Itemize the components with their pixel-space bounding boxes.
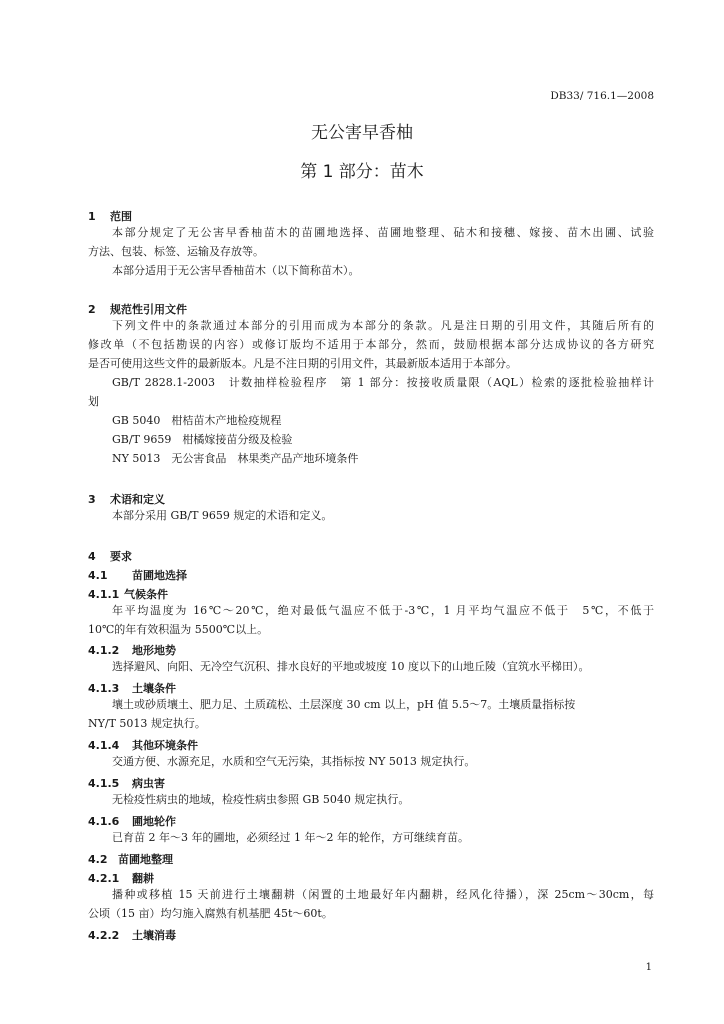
section-title: 范围 <box>110 210 132 223</box>
section-1-paragraph-2: 本部分适用于无公害早香柚苗木（以下简称苗木）。 <box>112 264 360 277</box>
section-number: 2 <box>88 303 96 316</box>
section-2-heading <box>88 301 187 317</box>
subsection-number: 4.1.6 <box>88 815 120 828</box>
subsection-number: 4.1.4 <box>88 739 120 752</box>
subsection-4-1-2-heading <box>88 642 176 658</box>
section-3-paragraph-1: 本部分采用 GB/T 9659 规定的术语和定义。 <box>112 509 333 522</box>
subsection-4-1-3-paragraph-a: 壤土或砂质壤土、肥力足、土质疏松、土层深度 30 cm 以上，pH 值 5.5～7。土壤质量指标按 <box>112 698 576 711</box>
subsection-4-2-1-paragraph-b: 公顷（15 亩）均匀施入腐熟有机基肥 45t～60t。 <box>88 907 333 920</box>
reference-gb-5040: GB 5040 柑桔苗木产地检疫规程 <box>112 414 282 427</box>
subsection-4-1-1-paragraph-a: 年平均温度为 16℃～20℃，绝对最低气温应不低于-3℃，1 月平均气温应不低于 5℃，不低于 <box>112 604 654 617</box>
subsection-title: 病虫害 <box>132 777 165 790</box>
subsection-4-1-1-paragraph-b: 10℃的年有效积温为 5500℃以上。 <box>88 623 269 636</box>
reference-ny-5013: NY 5013 无公害食品 林果类产品产地环境条件 <box>112 452 359 465</box>
subsection-number: 4.1.2 <box>88 644 120 657</box>
subsection-title: 地形地势 <box>132 644 176 657</box>
subsection-title: 气候条件 <box>124 588 168 601</box>
section-title: 要求 <box>110 550 132 563</box>
section-2-paragraph-1b: 修改单（不包括勘误的内容）或修订版均不适用于本部分，然而，鼓励根据本部分达成协议的各方研究 <box>88 338 654 351</box>
subsection-4-2-1-heading <box>88 870 154 886</box>
subsection-4-1-3-paragraph-b: NY/T 5013 规定执行。 <box>88 717 206 730</box>
subsection-number: 4.2.1 <box>88 872 120 885</box>
section-title: 术语和定义 <box>110 493 165 506</box>
subsection-number: 4.1 <box>88 569 108 582</box>
document-number: DB33/ 716.1—2008 <box>550 90 654 102</box>
subsection-number: 4.2 <box>88 853 108 866</box>
section-title: 规范性引用文件 <box>110 303 187 316</box>
document-subtitle: 第 1 部分：苗木 <box>300 162 424 182</box>
subsection-title: 土壤条件 <box>132 682 176 695</box>
subsection-4-1-5-paragraph: 无检疫性病虫的地域，检疫性病虫参照 GB 5040 规定执行。 <box>112 793 410 806</box>
section-1-paragraph-1b: 方法、包装、标签、运输及存放等。 <box>88 245 264 258</box>
subsection-number: 4.1.5 <box>88 777 120 790</box>
subsection-number: 4.1.3 <box>88 682 120 695</box>
page-number: 1 <box>645 962 652 973</box>
section-number: 1 <box>88 210 96 223</box>
section-4-heading <box>88 548 132 564</box>
subsection-4-1-6-paragraph: 已育苗 2 年～3 年的圃地，必须经过 1 年～2 年的轮作，方可继续育苗。 <box>112 831 469 844</box>
section-1-paragraph-1a: 本部分规定了无公害早香柚苗木的苗圃地选择、苗圃地整理、砧木和接穗、嫁接、苗木出圃、试验 <box>112 226 654 239</box>
subsection-4-1-3-heading <box>88 680 176 696</box>
subsection-4-1-6-heading <box>88 813 176 829</box>
subsection-title: 苗圃地选择 <box>132 569 187 582</box>
subsection-4-2-heading <box>88 851 173 867</box>
subsection-title: 圃地轮作 <box>132 815 176 828</box>
section-3-heading <box>88 491 165 507</box>
subsection-title: 其他环境条件 <box>132 739 198 752</box>
section-number: 4 <box>88 550 96 563</box>
subsection-title: 翻耕 <box>132 872 154 885</box>
subsection-4-1-1-heading <box>88 586 168 602</box>
subsection-title: 土壤消毒 <box>132 929 176 942</box>
section-2-paragraph-1c: 是否可使用这些文件的最新版本。凡是不注日期的引用文件，其最新版本适用于本部分。 <box>88 357 517 370</box>
subsection-4-1-4-paragraph: 交通方便、水源充足，水质和空气无污染，其指标按 NY 5013 规定执行。 <box>112 755 476 768</box>
subsection-4-2-2-heading <box>88 927 176 943</box>
reference-gb-t-9659: GB/T 9659 柑橘嫁接苗分级及检验 <box>112 433 293 446</box>
section-1-heading <box>88 208 132 224</box>
subsection-number: 4.1.1 <box>88 588 120 601</box>
subsection-4-1-2-paragraph: 选择避风、向阳、无冷空气沉积、排水良好的平地或坡度 10 度以下的山地丘陵（宜筑水平梯田）。 <box>112 660 590 673</box>
subsection-4-1-heading <box>88 567 187 583</box>
subsection-4-2-1-paragraph-a: 播种或移植 15 天前进行土壤翻耕（闲置的土地最好年内翻耕，经风化待播），深 25cm～30cm，每 <box>112 888 654 901</box>
subsection-4-1-4-heading <box>88 737 198 753</box>
subsection-number: 4.2.2 <box>88 929 120 942</box>
section-number: 3 <box>88 493 96 506</box>
section-2-paragraph-1a: 下列文件中的条款通过本部分的引用而成为本部分的条款。凡是注日期的引用文件，其随后所有的 <box>112 319 654 332</box>
subsection-4-1-5-heading <box>88 775 165 791</box>
reference-gb-t-2828-a: GB/T 2828.1-2003 计数抽样检验程序 第 1 部分：按接收质量限（AQL）检索的逐批检验抽样计 <box>112 376 654 389</box>
reference-gb-t-2828-b: 划 <box>88 395 99 408</box>
document-title: 无公害早香柚 <box>311 123 413 143</box>
subsection-title: 苗圃地整理 <box>118 853 173 866</box>
